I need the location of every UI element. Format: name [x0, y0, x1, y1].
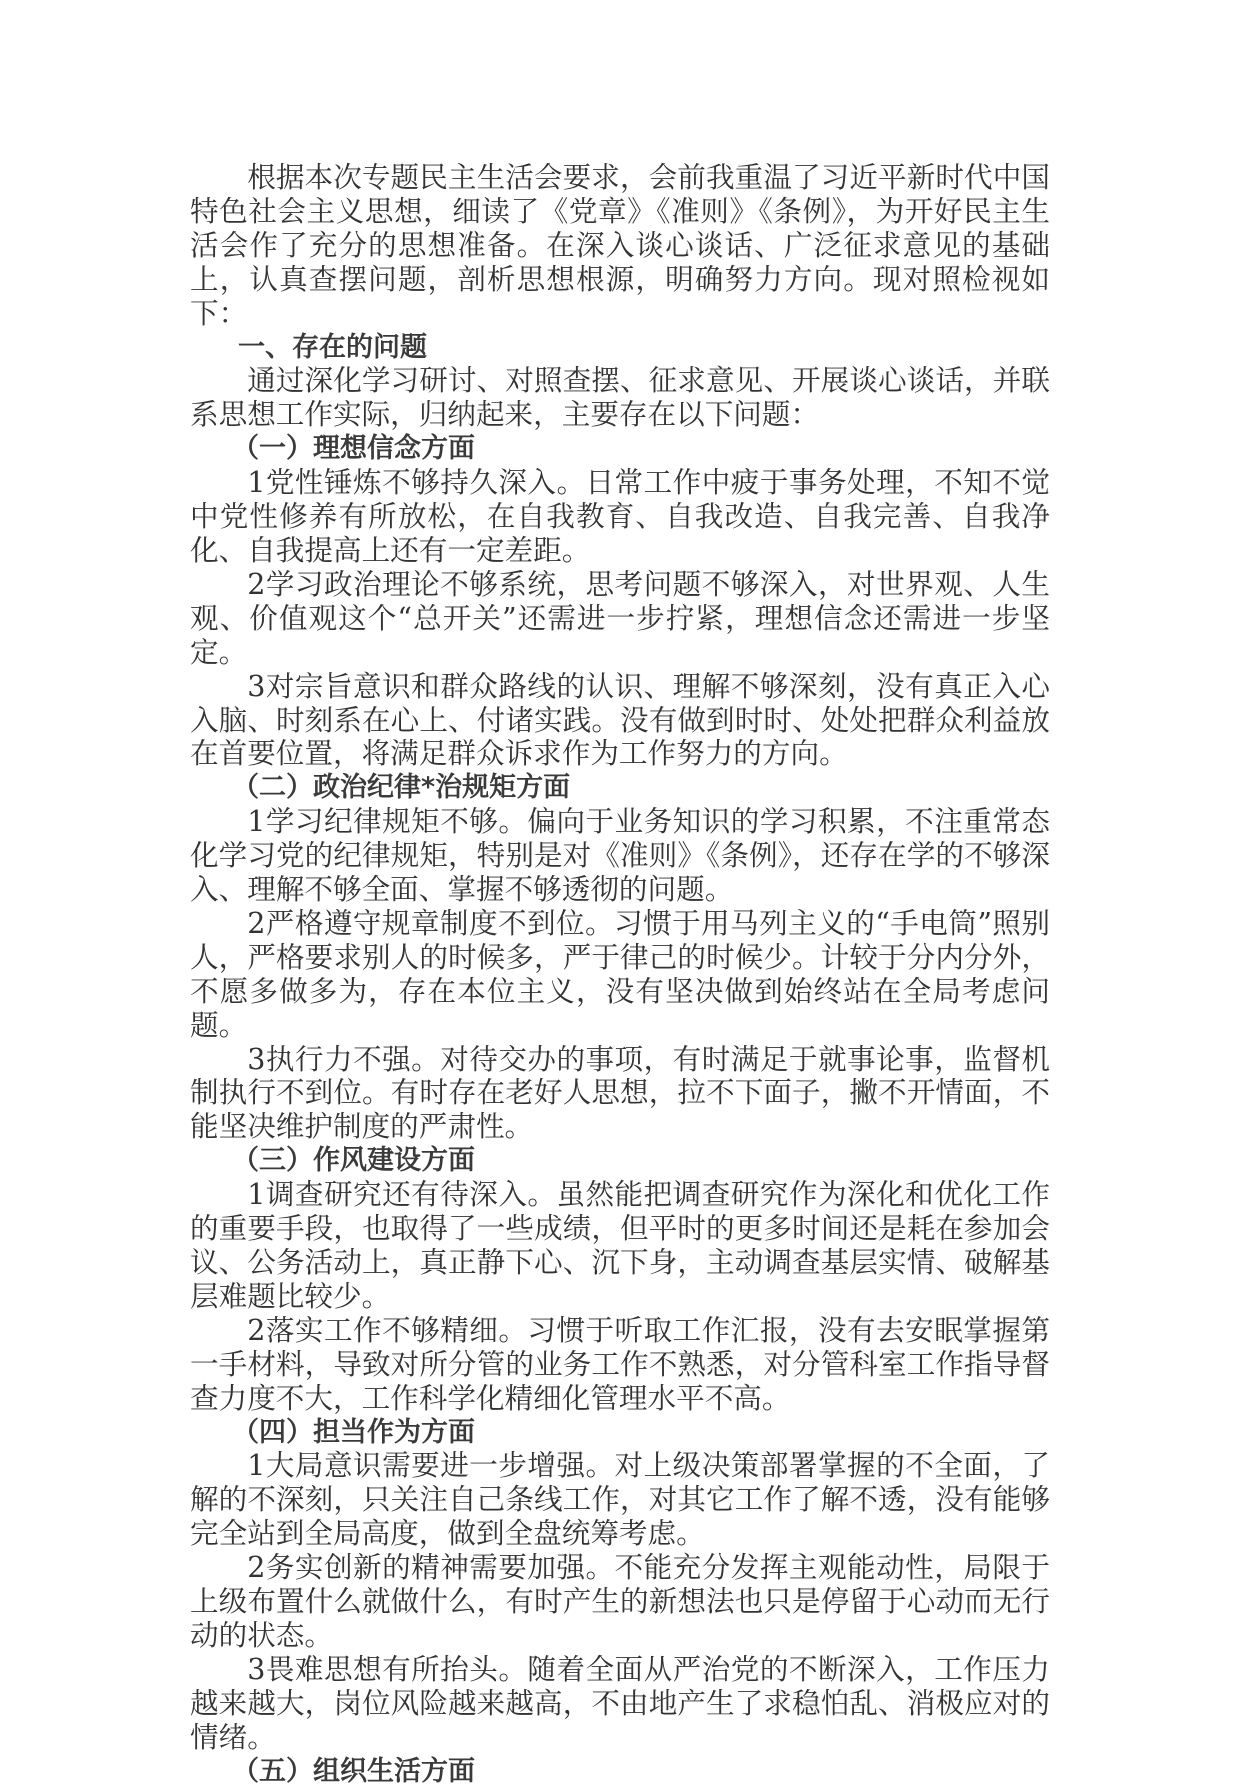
list-item: 2学习政治理论不够系统，思考问题不够深入，对世界观、人生观、价值观这个“总开关”还需进一步拧紧，理想信念还需进一步坚定。: [190, 566, 1050, 669]
subsection-heading-discipline: （二）政治纪律*治规矩方面: [232, 772, 571, 804]
subsection-heading-responsibility: （四）担当作为方面: [232, 1416, 475, 1448]
document-page: [190, 161, 1050, 1789]
subsection-heading-org-life: （五）组织生活方面: [232, 1755, 475, 1787]
list-item: 1大局意识需要进一步增强。对上级决策部署掌握的不全面，了解的不深刻，只关注自己条线工作，对其它工作了解不透，没有能够完全站到全局高度，做到全盘统筹考虑。: [190, 1448, 1050, 1551]
list-item: 3执行力不强。对待交办的事项，有时满足于就事论事，监督机制执行不到位。有时存在老好人思想，拉不下面子，撇不开情面，不能坚决维护制度的严肃性。: [190, 1041, 1050, 1144]
list-item: 1调查研究还有待深入。虽然能把调查研究作为深化和优化工作的重要手段，也取得了一些成绩，但平时的更多时间还是耗在参加会议、公务活动上，真正静下心、沉下身，主动调查基层实情、破解基层难题比较少。: [190, 1177, 1050, 1313]
list-item: 2严格遵守规章制度不到位。习惯于用马列主义的“手电筒”照别人，严格要求别人的时候多，严于律己的时候少。计较于分内分外，不愿多做多为，存在本位主义，没有坚决做到始终站在全局考虑问题。: [190, 905, 1050, 1042]
list-item: 3畏难思想有所抬头。随着全面从严治党的不断深入，工作压力越来越大，岗位风险越来越高，不由地产生了求稳怕乱、消极应对的情绪。: [190, 1651, 1050, 1754]
list-item: 1党性锤炼不够持久深入。日常工作中疲于事务处理，不知不觉中党性修养有所放松，在自我教育、自我改造、自我完善、自我净化、自我提高上还有一定差距。: [190, 465, 1050, 567]
list-item: 2务实创新的精神需要加强。不能充分发挥主观能动性，局限于上级布置什么就做什么，有时产生的新想法也只是停留于心动而无行动的状态。: [190, 1550, 1050, 1652]
section-lead-paragraph: 通过深化学习研讨、对照查摆、征求意见、开展谈心谈话，并联系思想工作实际，归纳起来，主要存在以下问题：: [190, 363, 1050, 432]
subsection-heading-ideals: （一）理想信念方面: [232, 433, 475, 465]
list-item: 2落实工作不够精细。习惯于听取工作汇报，没有去安眠掌握第一手材料，导致对所分管的业务工作不熟悉，对分管科室工作指导督查力度不大，工作科学化精细化管理水平不高。: [190, 1312, 1050, 1415]
list-item: 1学习纪律规矩不够。偏向于业务知识的学习积累，不注重常态化学习党的纪律规矩，特别是对《准则》《条例》，还存在学的不够深入、理解不够全面、掌握不够透彻的问题。: [190, 804, 1050, 907]
section-heading-problems: 一、存在的问题: [238, 331, 427, 363]
list-item: 3对宗旨意识和群众路线的认识、理解不够深刻，没有真正入心入脑、时刻系在心上、付诸实践。没有做到时时、处处把群众利益放在首要位置，将满足群众诉求作为工作努力的方向。: [190, 668, 1050, 771]
subsection-heading-work-style: （三）作风建设方面: [232, 1145, 475, 1177]
intro-paragraph: 根据本次专题民主生活会要求，会前我重温了习近平新时代中国特色社会主义思想，细读了《党章》《准则》《条例》，为开好民主生活会作了充分的思想准备。在深入谈心谈话、广泛征求意见的基础上，认真查摆问题，剖析思想根源，明确努力方向。现对照检视如下：: [190, 160, 1050, 330]
